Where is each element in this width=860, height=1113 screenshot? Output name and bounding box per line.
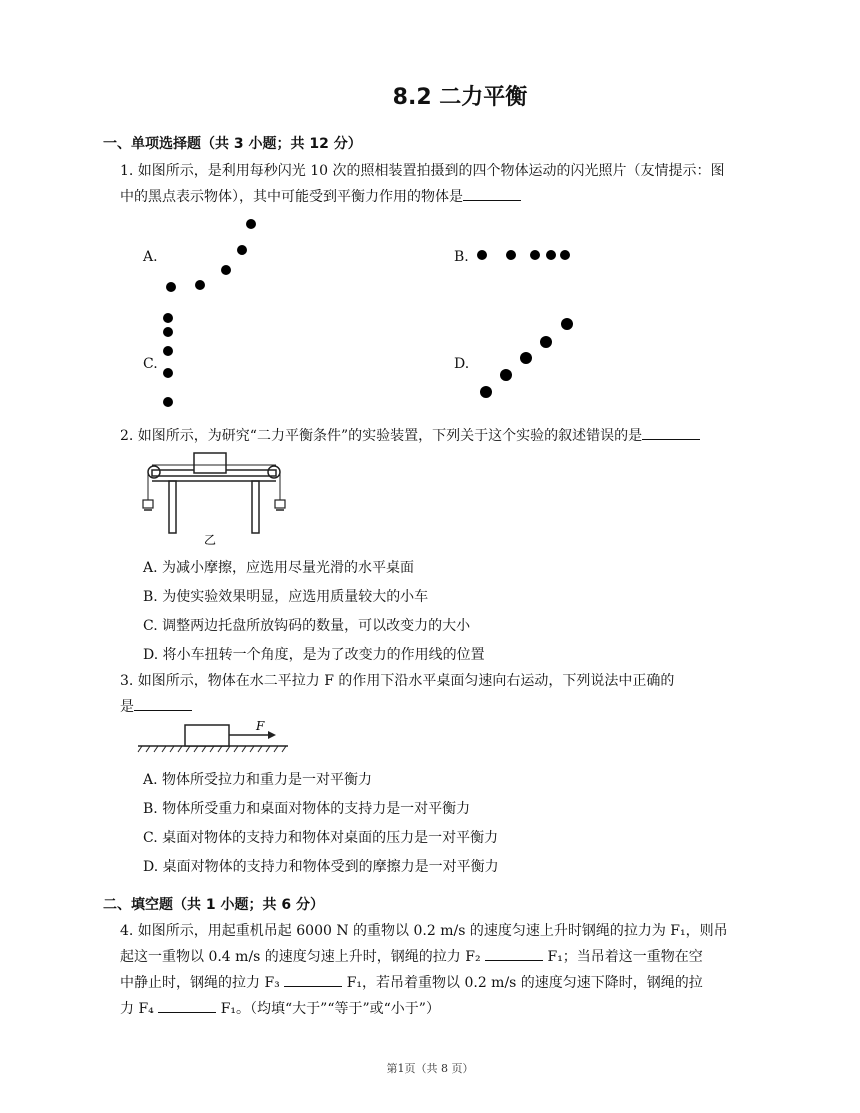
figure-d-dots bbox=[480, 318, 573, 398]
dot bbox=[237, 245, 247, 255]
q2-apparatus-figure bbox=[134, 450, 294, 548]
question-4-line-2: 起这一重物以 0.4 m/s 的速度匀速上升时，钢绳的拉力 F₂ F₁；当吊着这一重物在空 bbox=[120, 944, 762, 970]
dot bbox=[520, 352, 532, 364]
figure-b-dots bbox=[477, 250, 570, 260]
page-title: 8.2 二力平衡 bbox=[392, 85, 528, 110]
dot bbox=[540, 336, 552, 348]
q3-option-d: D. 桌面对物体的支持力和物体受到的摩擦力是一对平衡力 bbox=[143, 859, 499, 875]
dot bbox=[530, 250, 540, 260]
q2-option-c: C. 调整两边托盘所放钩码的数量，可以改变力的大小 bbox=[143, 618, 471, 634]
option-label-c: C. bbox=[143, 356, 158, 372]
option-label-a: A. bbox=[143, 249, 158, 265]
dot bbox=[477, 250, 487, 260]
q2-option-a: A. 为减小摩擦，应选用尽量光滑的水平桌面 bbox=[143, 560, 415, 576]
q3-option-c: C. 桌面对物体的支持力和物体对桌面的压力是一对平衡力 bbox=[143, 830, 499, 846]
dot bbox=[166, 282, 176, 292]
question-1-line-1: 1. 如图所示，是利用每秒闪光 10 次的照相装置拍摄到的四个物体运动的闪光照片（友情提示：图 bbox=[120, 163, 725, 179]
dot bbox=[163, 397, 173, 407]
page-footer: 第1页（共 8 页） bbox=[386, 1062, 474, 1075]
dot bbox=[500, 369, 512, 381]
option-label-d: D. bbox=[454, 356, 470, 372]
dot bbox=[163, 313, 173, 323]
answer-blank bbox=[642, 425, 700, 440]
answer-blank bbox=[134, 696, 192, 711]
figure-label: 乙 bbox=[204, 533, 217, 547]
dot bbox=[246, 219, 256, 229]
dot bbox=[546, 250, 556, 260]
question-4-line-1: 4. 如图所示，用起重机吊起 6000 N 的重物以 0.2 m/s 的速度匀速上升时钢绳的拉力为 F₁，则吊 bbox=[120, 923, 728, 939]
question-1-line-2: 中的黑点表示物体），其中可能受到平衡力作用的物体是 bbox=[120, 184, 762, 210]
answer-blank bbox=[158, 998, 216, 1013]
figure-c-dots bbox=[163, 313, 173, 407]
dot bbox=[163, 327, 173, 337]
question-3-line-1: 3. 如图所示，物体在水二平拉力 F 的作用下沿水平桌面匀速向右运动，下列说法中正确的 bbox=[120, 673, 675, 689]
option-label-b: B. bbox=[454, 249, 469, 265]
question-4-line-3: 中静止时，钢绳的拉力 F₃ F₁，若吊着重物以 0.2 m/s 的速度匀速下降时，钢绳的拉 bbox=[120, 970, 762, 996]
dot bbox=[561, 318, 573, 330]
section-heading-choice: 一、单项选择题（共 3 小题；共 12 分） bbox=[103, 136, 362, 152]
force-label: F bbox=[256, 719, 265, 733]
dot bbox=[506, 250, 516, 260]
question-3 bbox=[120, 668, 762, 720]
q3-option-a: A. 物体所受拉力和重力是一对平衡力 bbox=[143, 772, 373, 788]
question-3-line-2: 是 bbox=[120, 694, 762, 720]
dot bbox=[221, 265, 231, 275]
q3-block-figure bbox=[138, 718, 288, 758]
section-heading-fill: 二、填空题（共 1 小题；共 6 分） bbox=[103, 897, 324, 913]
dot bbox=[163, 346, 173, 356]
q2-option-b: B. 为使实验效果明显，应选用质量较大的小车 bbox=[143, 589, 429, 605]
dot bbox=[480, 386, 492, 398]
q2-option-d: D. 将小车扭转一个角度，是为了改变力的作用线的位置 bbox=[143, 647, 485, 663]
question-4 bbox=[120, 918, 762, 1022]
question-2: 2. 如图所示，为研究“二力平衡条件”的实验装置，下列关于这个实验的叙述错误的是 bbox=[120, 423, 762, 449]
dot bbox=[560, 250, 570, 260]
figure-a-dots bbox=[166, 219, 256, 292]
question-4-line-4: 力 F₄ F₁。（均填“大于”“等于”或“小于”） bbox=[120, 996, 762, 1022]
dot bbox=[163, 368, 173, 378]
q3-option-b: B. 物体所受重力和桌面对物体的支持力是一对平衡力 bbox=[143, 801, 471, 817]
answer-blank bbox=[284, 972, 342, 987]
dot bbox=[195, 280, 205, 290]
answer-blank bbox=[485, 946, 543, 961]
